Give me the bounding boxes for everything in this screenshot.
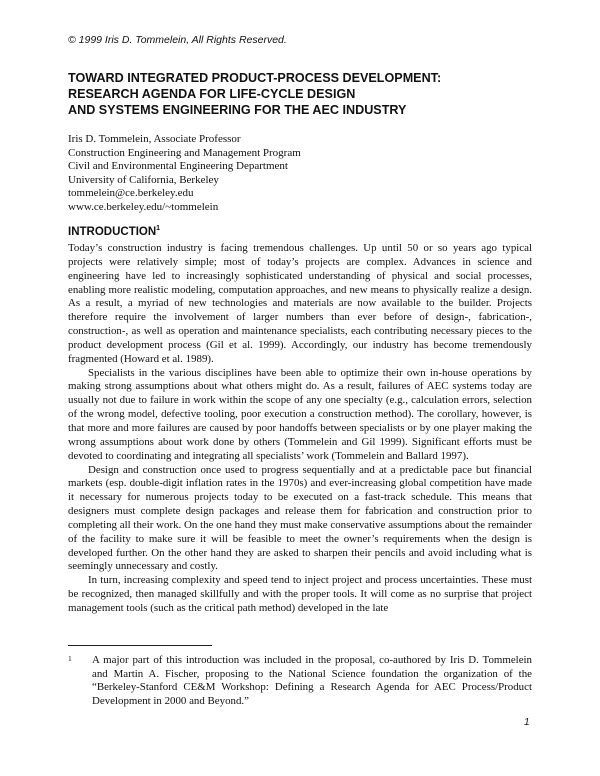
author-department: Civil and Environmental Engineering Department (68, 160, 288, 173)
author-block (68, 133, 301, 215)
paper-title (68, 70, 538, 118)
copyright-notice: © 1999 Iris D. Tommelein, All Rights Reserved. (68, 34, 287, 46)
author-name: Iris D. Tommelein, Associate Professor (68, 133, 241, 145)
author-website: www.ce.berkeley.edu/~tommelein (68, 200, 219, 213)
footnote-text: A major part of this introduction was included in the proposal, co-authored by Iris D. Tommelein and Martin A. Fischer, proposing to the National Science foundation the organization of the “Berkeley-Stanford CE&M Workshop: Defining a Research Agenda for AEC Process/Product Development in 2000 and Beyond.” (92, 654, 532, 707)
footnote-divider (68, 645, 212, 646)
footnote (68, 654, 532, 708)
paragraph-1: Today’s construction industry is facing tremendous challenges. Up until 50 or so years ago typical projects were relatively simple; most of today’s projects are complex. Advances in science and engineering have led to increasingly sophisticated understanding of physical and social processes, enabling more realistic modeling, computation approaches, and new means to physically realize a design. As a result, a myriad of new technologies and materials are now available to the builder. Projects therefore require the involvement of larger numbers than ever before of design-, fabrication-, construction-, as well as operation and maintenance specialists, each contributing necessary pieces to the product development process (Gil et al. 1999). Accordingly, our industry has become tremendously fragmented (Howard et al. 1989). (68, 242, 532, 365)
paragraph-2: Specialists in the various disciplines have been able to optimize their own in-house operations by making strong assumptions about what others might do. As a result, failures of AEC systems today are usually not due to failure in work within the scope of any one specialty (e.g., calculation errors, selection of the wrong model, defective tooling, poor execution a construction method). The corollary, however, is that more and more failures are caused by poor handoffs between specialists or by one player making the wrong assumptions about work done by others (Tommelein and Gil 1999). Significant efforts must be devoted to coordinating and integrating all specialists’ work (Tommelein and Ballard 1997). (68, 366, 532, 462)
title-line-2: RESEARCH AGENDA FOR LIFE-CYCLE DESIGN (68, 87, 356, 101)
title-line-3: AND SYSTEMS ENGINEERING FOR THE AEC INDUSTRY (68, 103, 407, 117)
title-line-1: TOWARD INTEGRATED PRODUCT-PROCESS DEVELOPMENT: (68, 71, 442, 85)
author-email: tommelein@ce.berkeley.edu (68, 187, 194, 200)
page-number: 1 (524, 717, 530, 728)
paragraph-3: Design and construction once used to progress sequentially and at a predictable pace but financial markets (esp. double-digit inflation rates in the 1970s) and ever-increasing global competition have made it necessary for numerous projects today to be executed on a fast-track schedule. This means that designers must complete design packages and release them for fabrication and construction prior to completing all their work. On the one hand they must make conservative assumptions about the remainder of the facility to make sure it will be feasible to meet the owner’s requirements when the design is developed further. On the other hand they are asked to sharpen their pencils and avoid including what is seemingly unnecessary and costly. (68, 463, 532, 573)
paragraph-4: In turn, increasing complexity and speed tend to inject project and process uncertainties. These must be recognized, then managed skillfully and with the proper tools. It will come as no surprise that project management tools (such as the critical path method) developed in the late (68, 574, 532, 614)
body-text (68, 242, 532, 616)
author-university: University of California, Berkeley (68, 173, 219, 186)
author-program: Construction Engineering and Management Program (68, 146, 301, 159)
section-heading-text: INTRODUCTION (68, 226, 157, 238)
footnote-reference: 1 (156, 225, 161, 232)
section-heading (68, 225, 160, 238)
footnote-mark: 1 (68, 654, 72, 663)
